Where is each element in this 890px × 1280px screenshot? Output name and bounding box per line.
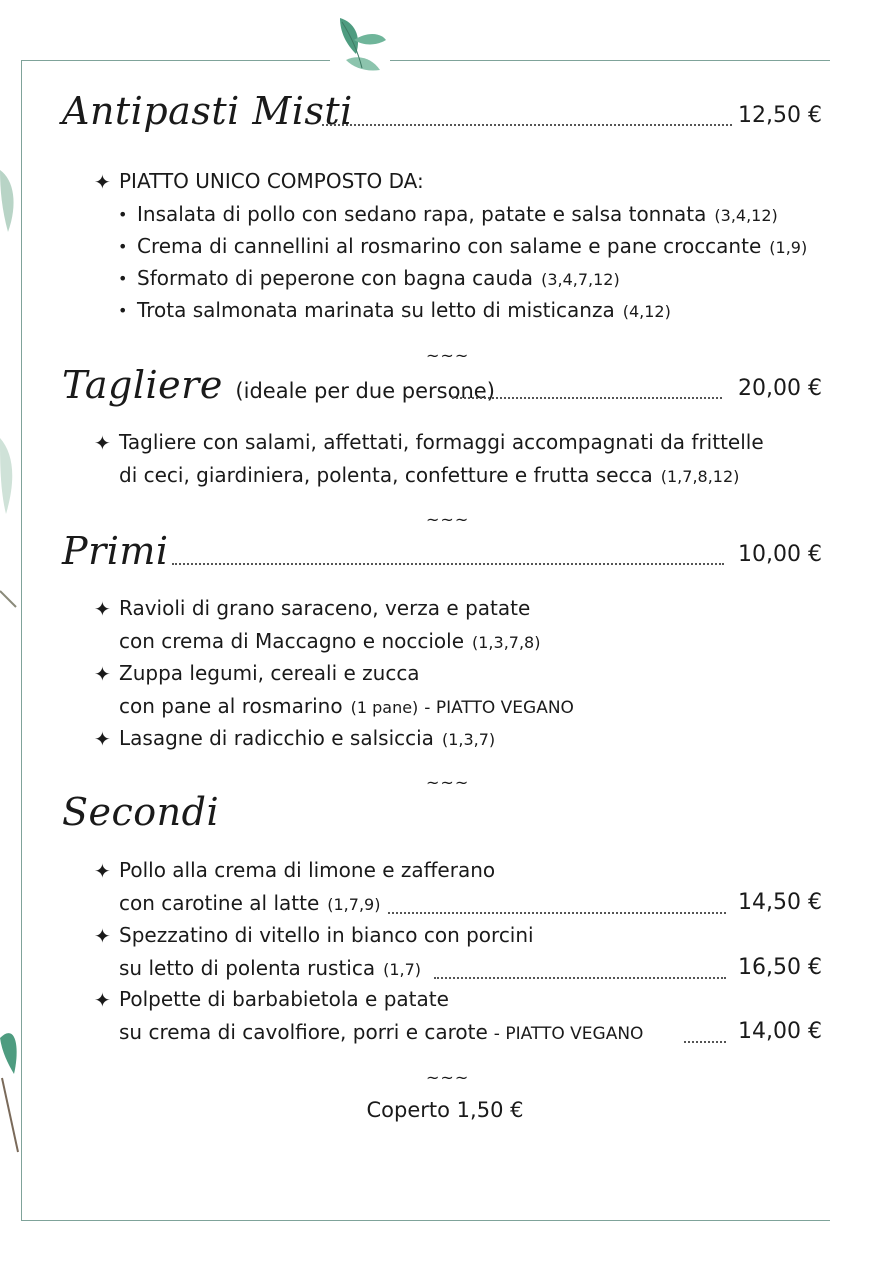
antipasti-item: Crema di cannellini al rosmarino con salame e pane croccante (1,9) [137,234,808,258]
primi-title: Primi [62,529,169,573]
antipasti-title: Antipasti Misti [62,89,353,133]
secondi-star-icon: ✦ [94,924,111,948]
primi-item-2-line-2: con pane al rosmarino (1 pane) - PIATTO VEGANO [119,694,574,718]
primi-item-1-line-2: con crema di Maccagno e nocciole (1,3,7,8) [119,629,541,653]
leaf-decoration-left-1-icon [0,160,22,240]
separator: ~~~ [426,1068,470,1087]
tagliere-star-icon: ✦ [94,431,111,455]
secondi-item-1-leader-dots [388,912,726,914]
tagliere-title: Tagliere (ideale per due persone) [62,363,495,407]
primi-leader-dots [172,563,724,565]
secondi-item-2-line-1: Spezzatino di vitello in bianco con porcini [119,923,534,947]
secondi-item-3-price: 14,00 € [738,1019,822,1044]
antipasti-item: Trota salmonata marinata su letto di misticanza (4,12) [137,298,671,322]
coperto-price: Coperto 1,50 € [366,1098,524,1122]
tagliere-line-2: di ceci, giardiniera, polenta, confetture e frutta secca (1,7,8,12) [119,463,740,487]
secondi-item-2-leader-dots [434,977,726,979]
bullet-icon: • [118,237,128,256]
bullet-icon: • [118,269,128,288]
primi-item-3-line-1: Lasagne di radicchio e salsiccia (1,3,7) [119,726,496,750]
secondi-item-3-leader-dots [684,1041,726,1043]
bullet-icon: • [118,205,128,224]
primi-star-icon: ✦ [94,597,111,621]
antipasti-item: Insalata di pollo con sedano rapa, patate e salsa tonnata (3,4,12) [137,202,778,226]
primi-item-2-line-1: Zuppa legumi, cereali e zucca [119,661,420,685]
antipasti-intro: PIATTO UNICO COMPOSTO DA: [119,169,424,193]
twig-decoration-icon [0,585,22,615]
primi-star-icon: ✦ [94,727,111,751]
secondi-item-1-line-1: Pollo alla crema di limone e zafferano [119,858,496,882]
secondi-star-icon: ✦ [94,988,111,1012]
secondi-title: Secondi [62,790,220,834]
secondi-star-icon: ✦ [94,859,111,883]
vegan-note: - PIATTO VEGANO [424,698,574,718]
separator: ~~~ [426,346,470,365]
antipasti-item: Sformato di peperone con bagna cauda (3,4,7,12) [137,266,620,290]
antipasti-star-icon: ✦ [94,170,111,194]
secondi-item-1-price: 14,50 € [738,890,822,915]
secondi-item-1-line-2: con carotine al latte (1,7,9) [119,891,381,915]
secondi-item-3-line-1: Polpette di barbabietola e patate [119,987,449,1011]
separator: ~~~ [426,773,470,792]
leaf-decoration-top-icon [332,14,392,76]
bullet-icon: • [118,301,128,320]
tagliere-subtitle: (ideale per due persone) [235,379,495,403]
antipasti-price: 12,50 € [738,103,822,128]
leaf-decoration-left-3-icon [0,1018,22,1158]
separator: ~~~ [426,510,470,529]
tagliere-price: 20,00 € [738,376,822,401]
secondi-item-2-line-2: su letto di polenta rustica (1,7) [119,956,422,980]
primi-item-1-line-1: Ravioli di grano saraceno, verza e patate [119,596,531,620]
primi-star-icon: ✦ [94,662,111,686]
vegan-note: - PIATTO VEGANO [493,1024,644,1044]
tagliere-line-1: Tagliere con salami, affettati, formaggi accompagnati da frittelle [119,430,764,454]
leaf-decoration-left-2-icon [0,430,22,520]
secondi-item-2-price: 16,50 € [738,955,822,980]
antipasti-leader-dots [322,124,732,126]
primi-price: 10,00 € [738,542,822,567]
secondi-item-3-line-2: su crema di cavolfiore, porri e carote - PIATTO VEGANO [119,1020,644,1044]
tagliere-leader-dots [452,397,722,399]
